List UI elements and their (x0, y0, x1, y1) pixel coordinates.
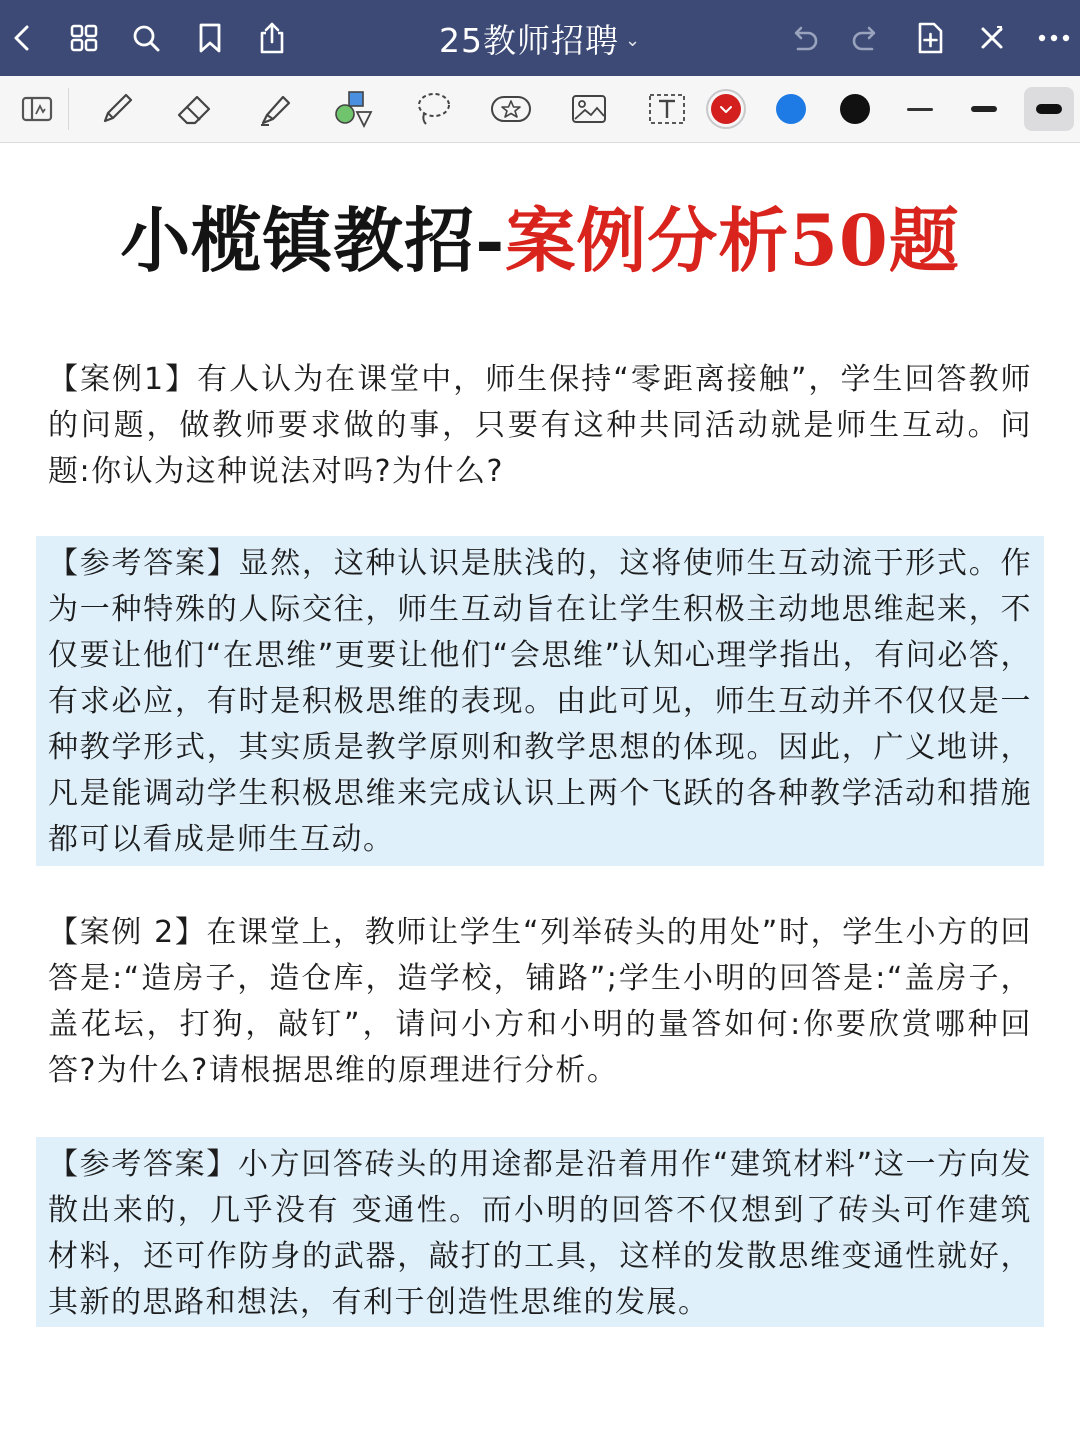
grid-icon[interactable] (66, 20, 102, 56)
app-bar (0, 0, 1080, 76)
blue-dot (776, 94, 806, 124)
case-2-answer: 【参考答案】小方回答砖头的用途都是沿着用作“建筑材料”这一方向发散出来的，几乎没有 变通性。而小明的回答不仅想到了砖头可作建筑材料，还可作防身的武器，敲打的工具，这样的发散思维变通性就好，其新的思路和想法，有利于创造性思维的发展。 (36, 1137, 1044, 1327)
read-mode-icon[interactable] (14, 87, 60, 131)
page-title-black: 小榄镇教招- (120, 199, 506, 282)
pen-icon[interactable] (94, 87, 140, 131)
black-dot (840, 94, 870, 124)
page-title-red: 案例分析50题 (505, 199, 960, 282)
undo-icon[interactable] (786, 20, 822, 56)
highlighter-icon[interactable] (252, 87, 298, 131)
case-2-question: 【案例 2】在课堂上，教师让学生“列举砖头的用处”时，学生小方的回答是:“造房子，造仓库，造学校，铺路”;学生小明的回答是:“盖房子，盖花坛，打狗，敲钉”，请问小方和小明的量答如何:你要欣赏哪种回答?为什么?请根据思维的原理进行分析。 (48, 915, 1032, 1088)
share-icon[interactable] (254, 20, 290, 56)
lasso-icon[interactable] (410, 87, 456, 131)
medium-line-icon (971, 106, 997, 112)
sticker-icon[interactable] (488, 87, 534, 131)
shapes-icon[interactable] (330, 87, 376, 131)
color-black-swatch[interactable] (832, 87, 878, 131)
case-1-question: 【案例1】有人认为在课堂中，师生保持“零距离接触”，学生回答教师的问题，做教师要求做的事，只要有这种共同活动就是师生互动。问题:你认为这种说法对吗?为什么? (48, 362, 1032, 489)
stroke-thick-option[interactable] (1024, 87, 1074, 131)
chevron-down-icon: ⌄ (624, 29, 642, 51)
case-1-answer: 【参考答案】显然，这种认识是肤浅的，这将使师生互动流于形式。作为一种特殊的人际交往，师生互动旨在让学生积极主动地思维起来，不仅要让他们“在思维”更要让他们“会思维”认知心理学指出，有问必答，有求必应，有时是积极思维的表现。由此可见，师生互动并不仅仅是一种教学形式，其实质是教学原则和教学思想的体现。因此，广义地讲，凡是能调动学生积极思维来完成认识上两个飞跃的各种教学活动和措施都可以看成是师生互动。 (36, 536, 1044, 866)
thick-line-icon (1036, 104, 1062, 114)
drawing-toolbar (0, 76, 1080, 143)
redo-icon[interactable] (848, 20, 884, 56)
stroke-thin-option[interactable] (897, 87, 943, 131)
document-title-text: 25教师招聘 (438, 20, 619, 60)
toolbar-divider (68, 88, 69, 130)
color-red-swatch[interactable] (703, 87, 749, 131)
color-blue-swatch[interactable] (768, 87, 814, 131)
image-icon[interactable] (566, 87, 612, 131)
search-icon[interactable] (128, 20, 164, 56)
bookmark-icon[interactable] (192, 20, 228, 56)
add-page-icon[interactable] (912, 20, 948, 56)
text-icon[interactable] (644, 87, 690, 131)
thin-line-icon (907, 108, 933, 111)
eraser-icon[interactable] (172, 87, 218, 131)
more-icon[interactable] (1036, 20, 1072, 56)
back-icon[interactable] (4, 20, 40, 56)
stroke-medium-option[interactable] (961, 87, 1007, 131)
close-pen-icon[interactable] (974, 20, 1010, 56)
page-title (0, 196, 1080, 286)
document-title[interactable] (330, 14, 750, 62)
